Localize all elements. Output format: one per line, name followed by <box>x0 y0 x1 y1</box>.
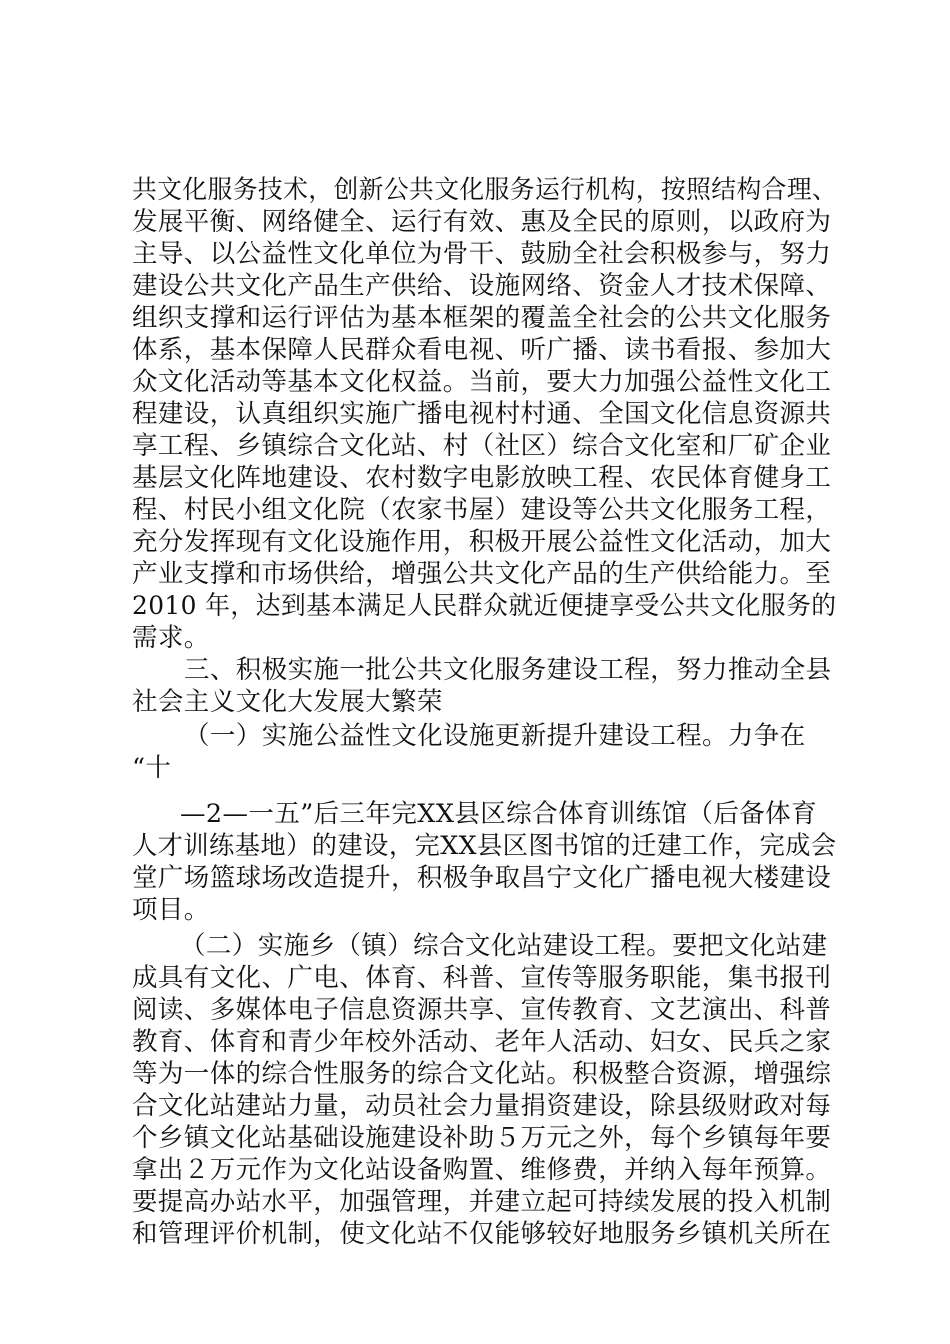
text-line: 成具有文化、广电、体育、科普、宣传等服务职能，集书报刊 <box>132 963 832 993</box>
text-line: 体系，基本保障人民群众看电视、听广播、读书看报、参加大 <box>132 335 832 365</box>
text-line: 众文化活动等基本文化权益。当前，要大力加强公益性文化工 <box>132 367 832 397</box>
text-line: 堂广场篮球场改造提升，积极争取昌宁文化广播电视大楼建设 <box>132 863 832 893</box>
text-line: “十 <box>132 753 172 783</box>
text-line: 建设公共文化产品生产供给、设施网络、资金人才技术保障、 <box>132 271 832 301</box>
text-line: 和管理评价机制，使文化站不仅能够较好地服务乡镇机关所在 <box>132 1219 832 1249</box>
text-line: 主导、以公益性文化单位为骨干、鼓励全社会积极参与，努力 <box>132 239 832 269</box>
text-line: 需求。 <box>132 623 210 653</box>
text-line: 合文化站建站力量，动员社会力量捐资建设，除县级财政对每 <box>132 1091 832 1121</box>
text-line: 要提高办站水平，加强管理，并建立起可持续发展的投入机制 <box>132 1187 832 1217</box>
section-heading-continued: 社会主义文化大发展大繁荣 <box>132 687 443 717</box>
text-line: 个乡镇文化站基础设施建设补助５万元之外，每个乡镇每年要 <box>132 1123 832 1153</box>
text-line: 项目。 <box>132 895 210 925</box>
text-line: 共文化服务技术，创新公共文化服务运行机构，按照结构合理、 <box>132 175 838 205</box>
text-line: 等为一体的综合性服务的综合文化站。积极整合资源，增强综 <box>132 1059 832 1089</box>
text-line: 拿出２万元作为文化站设备购置、维修费，并纳入每年预算。 <box>132 1155 832 1185</box>
text-line: 基层文化阵地建设、农村数字电影放映工程、农民体育健身工 <box>132 463 832 493</box>
text-line: 程建设，认真组织实施广播电视村村通、全国文化信息资源共 <box>132 399 832 429</box>
text-line: 发展平衡、网络健全、运行有效、惠及全民的原则，以政府为 <box>132 207 832 237</box>
section-heading: 三、积极实施一批公共文化服务建设工程，努力推动全县 <box>184 655 832 685</box>
text-line: 充分发挥现有文化设施作用，积极开展公益性文化活动，加大 <box>132 527 832 557</box>
text-line: 组织支撑和运行评估为基本框架的覆盖全社会的公共文化服务 <box>132 303 832 333</box>
text-line: 教育、体育和青少年校外活动、老年人活动、妇女、民兵之家 <box>132 1027 832 1057</box>
text-line: 人才训练基地）的建设，完XX县区图书馆的迁建工作，完成会 <box>132 831 837 861</box>
text-line: 2010 年，达到基本满足人民群众就近便捷享受公共文化服务的 <box>132 591 837 621</box>
text-line: 享工程、乡镇综合文化站、村（社区）综合文化室和厂矿企业 <box>132 431 832 461</box>
subsection-heading: （二）实施乡（镇）综合文化站建设工程。要把文化站建 <box>180 931 828 961</box>
text-line: 程、村民小组文化院（农家书屋）建设等公共文化服务工程， <box>132 495 832 525</box>
text-line: —2—一五”后三年完XX县区综合体育训练馆（后备体育 <box>180 799 817 829</box>
text-line: 阅读、多媒体电子信息资源共享、宣传教育、文艺演出、科普 <box>132 995 832 1025</box>
subsection-heading: （一）实施公益性文化设施更新提升建设工程。力争在 <box>184 721 806 751</box>
text-line: 产业支撑和市场供给，增强公共文化产品的生产供给能力。至 <box>132 559 832 589</box>
